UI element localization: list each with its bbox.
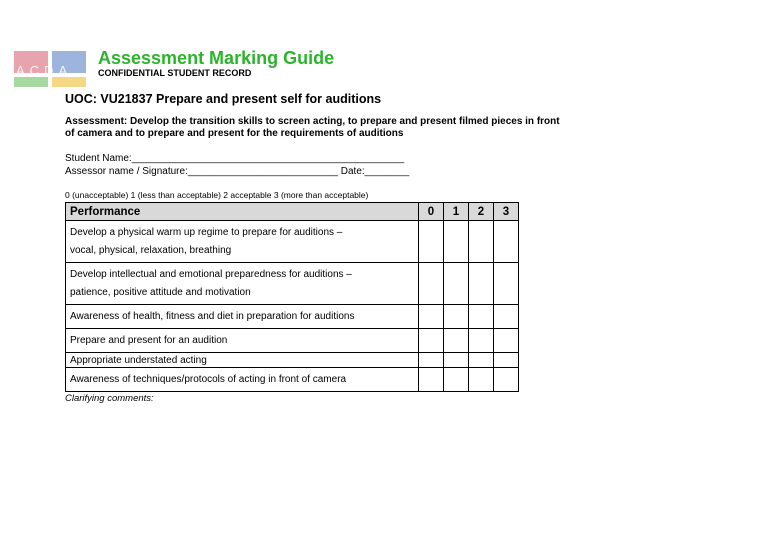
performance-header: Performance xyxy=(66,203,419,221)
score-header-1: 1 xyxy=(444,203,469,221)
criterion-cell xyxy=(66,353,419,368)
score-cell-1[interactable] xyxy=(444,368,469,392)
score-cell-1[interactable] xyxy=(444,353,469,368)
score-cell-3[interactable] xyxy=(494,263,519,305)
logo-block-yellow xyxy=(52,77,86,87)
assessment-description xyxy=(65,116,565,140)
score-header-0: 0 xyxy=(419,203,444,221)
criterion-text: Prepare and present for an audition xyxy=(70,334,228,346)
criterion-cell xyxy=(66,263,419,305)
criterion-text: Develop a physical warm up regime to prepare for auditions – xyxy=(70,226,343,238)
score-cell-0[interactable] xyxy=(419,353,444,368)
clarifying-comments-label: Clarifying comments: xyxy=(65,393,154,404)
logo-block-green xyxy=(14,77,48,87)
criterion-cell xyxy=(66,221,419,263)
score-cell-2[interactable] xyxy=(469,353,494,368)
score-cell-1[interactable] xyxy=(444,329,469,353)
score-cell-1[interactable] xyxy=(444,305,469,329)
criterion-cell xyxy=(66,305,419,329)
score-cell-3[interactable] xyxy=(494,221,519,263)
table-row xyxy=(66,368,519,392)
score-cell-1[interactable] xyxy=(444,263,469,305)
performance-table xyxy=(65,202,519,392)
score-cell-0[interactable] xyxy=(419,263,444,305)
score-cell-0[interactable] xyxy=(419,329,444,353)
table-row xyxy=(66,353,519,368)
score-cell-2[interactable] xyxy=(469,368,494,392)
logo-text: ACDA xyxy=(16,63,73,78)
acda-logo xyxy=(14,51,90,89)
score-cell-2[interactable] xyxy=(469,263,494,305)
page-title: Assessment Marking Guide xyxy=(98,48,335,68)
table-row xyxy=(66,263,519,305)
assessor-field: Assessor name / Signature:___________________________ Date:________ xyxy=(65,166,410,177)
score-cell-3[interactable] xyxy=(494,305,519,329)
score-cell-3[interactable] xyxy=(494,353,519,368)
score-cell-3[interactable] xyxy=(494,368,519,392)
criterion-text: patience, positive attitude and motivation xyxy=(70,286,251,298)
score-cell-3[interactable] xyxy=(494,329,519,353)
score-header-2: 2 xyxy=(469,203,494,221)
score-scale-legend: 0 (unacceptable) 1 (less than acceptable) 2 acceptable 3 (more than acceptable) xyxy=(65,190,369,200)
score-header-3: 3 xyxy=(494,203,519,221)
score-cell-0[interactable] xyxy=(419,305,444,329)
criterion-text: Develop intellectual and emotional preparedness for auditions – xyxy=(70,268,352,280)
table-row xyxy=(66,305,519,329)
criterion-text: Appropriate understated acting xyxy=(70,354,207,366)
unit-of-competency: UOC: VU21837 Prepare and present self for auditions xyxy=(65,92,382,106)
score-cell-2[interactable] xyxy=(469,305,494,329)
criterion-text: Awareness of health, fitness and diet in preparation for auditions xyxy=(70,310,355,322)
table-row xyxy=(66,329,519,353)
table-header-row xyxy=(66,203,519,221)
score-cell-2[interactable] xyxy=(469,221,494,263)
score-cell-1[interactable] xyxy=(444,221,469,263)
score-cell-2[interactable] xyxy=(469,329,494,353)
table-row xyxy=(66,221,519,263)
criterion-cell xyxy=(66,329,419,353)
page-subtitle: CONFIDENTIAL STUDENT RECORD xyxy=(98,68,252,78)
assessment-text: Develop the transition skills to screen acting, to prepare and present filmed pieces in front of camera and to prepare and present for the requirements of auditions xyxy=(65,116,560,139)
criterion-text: Awareness of techniques/protocols of acting in front of camera xyxy=(70,373,347,385)
assessment-label: Assessment: xyxy=(65,116,128,127)
score-cell-0[interactable] xyxy=(419,221,444,263)
criterion-cell xyxy=(66,368,419,392)
score-cell-0[interactable] xyxy=(419,368,444,392)
criterion-text: vocal, physical, relaxation, breathing xyxy=(70,244,232,256)
student-name-field: Student Name:_________________________________________________ xyxy=(65,153,405,164)
